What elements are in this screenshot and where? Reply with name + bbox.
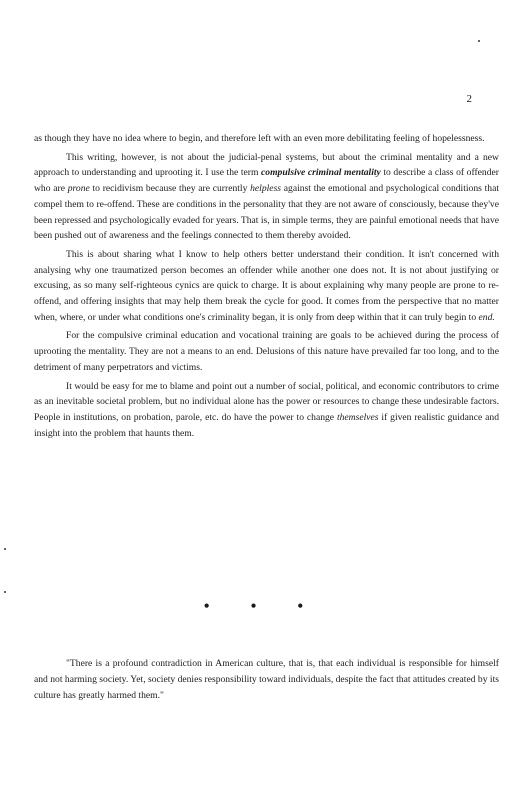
body-text [34,131,499,444]
term-compulsive-criminal-mentality: compulsive criminal mentality [261,167,381,179]
paragraph-3-text: This is about sharing what I know to help others better understand their condition. It isn't concerned with analysing why one traumatized person becomes an offender while another one does not. It is not about justifying or excusing, as so many self-righteous cynics are quick to charge. It is about explaining why many people are prone to re-offend, and offering insights that may help them break the cycle for good. It comes from the perspective that no matter when, where, or under what conditions one's criminality began, it is only from deep within that it can truly begin to [34,248,499,323]
scan-speck [4,591,6,593]
emphasis-helpless: helpless [250,183,282,195]
paragraph-2-text-c: to recidivism because they are currently [89,183,251,195]
paragraph-3 [34,247,499,326]
scan-speck [478,40,480,42]
paragraph-5-text-b: if given realistic guidance and insight into the problem that haunts them. [34,411,499,439]
paragraph-2-text-d: against the emotional and psychological conditions that compel them to re-offend. These are conditions in the personality that they are not aware of consciously, because they've been repressed and psychologically evaded for years. That is, in simple terms, they are painful emotional needs that have been pushed out of awareness and the feelings connected to them thereby avoided. [34,183,499,242]
paragraph-4 [34,328,499,375]
paragraph-4-text: For the compulsive criminal education and vocational training are goals to be achieved during the process of uprooting the mentality. They are not a means to an end. Delusions of this nature have prevailed far too long, and to the detriment of many perpetrators and victims. [34,330,499,373]
section-separator: • • • [203,596,322,616]
emphasis-themselves: themselves [336,411,379,423]
paragraph-5 [34,379,499,442]
page-number: 2 [466,93,472,105]
emphasis-end: end. [478,311,495,323]
paragraph-2-text-b: to describe a class of offender who are [34,167,499,195]
paragraph-1-text: as though they have no idea where to begin, and therefore left with an even more debilitating feeling of hopelessness. [34,133,485,144]
paragraph-2-text-a: This writing, however, is not about the judicial-penal systems, but about the criminal mentality and a new approach to understanding and uprooting it. I use the term [34,151,499,179]
scan-speck [4,548,6,550]
emphasis-prone: prone [67,183,90,195]
paragraph-1 [34,131,499,147]
paragraph-2 [34,150,499,244]
paragraph-5-text-a: It would be easy for me to blame and point out a number of social, political, and economic contributors to crime as an inevitable societal problem, but no individual alone has the power or resources to change these undesirable factors. People in institutions, on probation, parole, etc. do have the power to change [34,380,499,423]
closing-quote: "There is a profound contradiction in American culture, that is, that each individual is responsible for himself and not harming society. Yet, society denies responsibility toward individuals, despite the fact that attitudes created by its culture has greatly harmed them." [34,658,499,701]
